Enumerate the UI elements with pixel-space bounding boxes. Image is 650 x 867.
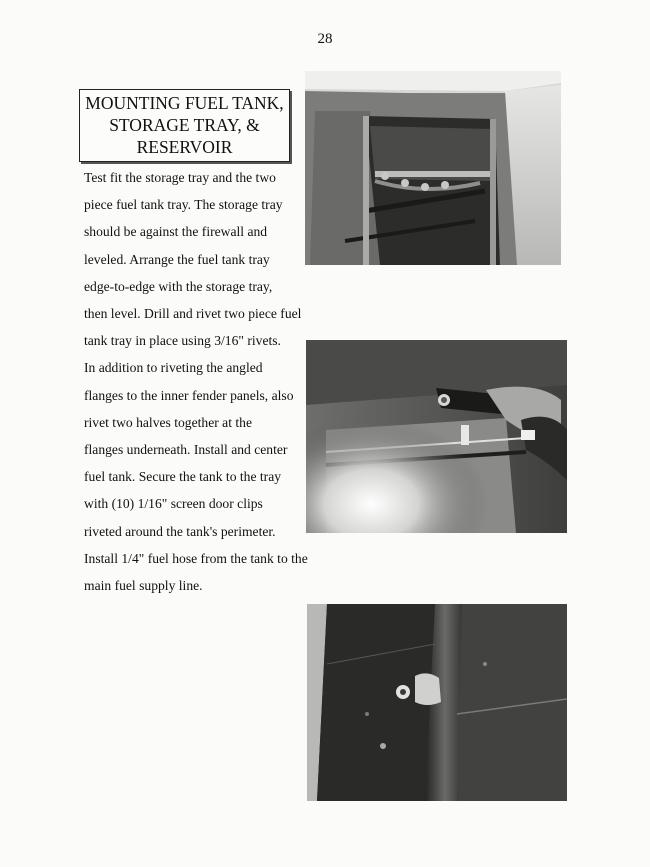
photo-riveting-tray	[306, 340, 567, 533]
text-line: leveled. Arrange the fuel tank tray	[84, 251, 270, 267]
text-line: should be against the firewall and	[84, 224, 268, 240]
title-line: MOUNTING FUEL TANK,	[85, 93, 284, 113]
text-line: tank tray in place using 3/16" rivets.	[84, 333, 281, 349]
instructions-text	[84, 164, 310, 599]
title-line: STORAGE TRAY, &	[109, 115, 260, 135]
text-line: fuel tank. Secure the tank to the tray	[84, 469, 282, 485]
text-line: riveted around the tank's perimeter.	[84, 523, 276, 539]
page-number: 28	[317, 31, 333, 47]
photo-tank-clip	[307, 604, 567, 801]
text-line: In addition to riveting the angled	[84, 360, 263, 376]
text-line: flanges underneath. Install and center	[84, 442, 288, 458]
photo-storage-tray	[305, 71, 561, 265]
text-line: rivet two halves together at the	[84, 414, 252, 430]
text-line: flanges to the inner fender panels, also	[84, 387, 294, 403]
text-line: then level. Drill and rivet two piece fuel	[84, 306, 302, 322]
text-line: Install 1/4" fuel hose from the tank to the	[84, 550, 308, 566]
text-line: Test fit the storage tray and the two	[84, 170, 276, 185]
section-title	[79, 89, 290, 162]
text-line: with (10) 1/16" screen door clips	[84, 496, 263, 512]
title-line: RESERVOIR	[136, 137, 233, 157]
text-line: piece fuel tank tray. The storage tray	[84, 197, 283, 213]
text-line: edge-to-edge with the storage tray,	[84, 278, 273, 294]
text-line: main fuel supply line.	[84, 578, 203, 594]
